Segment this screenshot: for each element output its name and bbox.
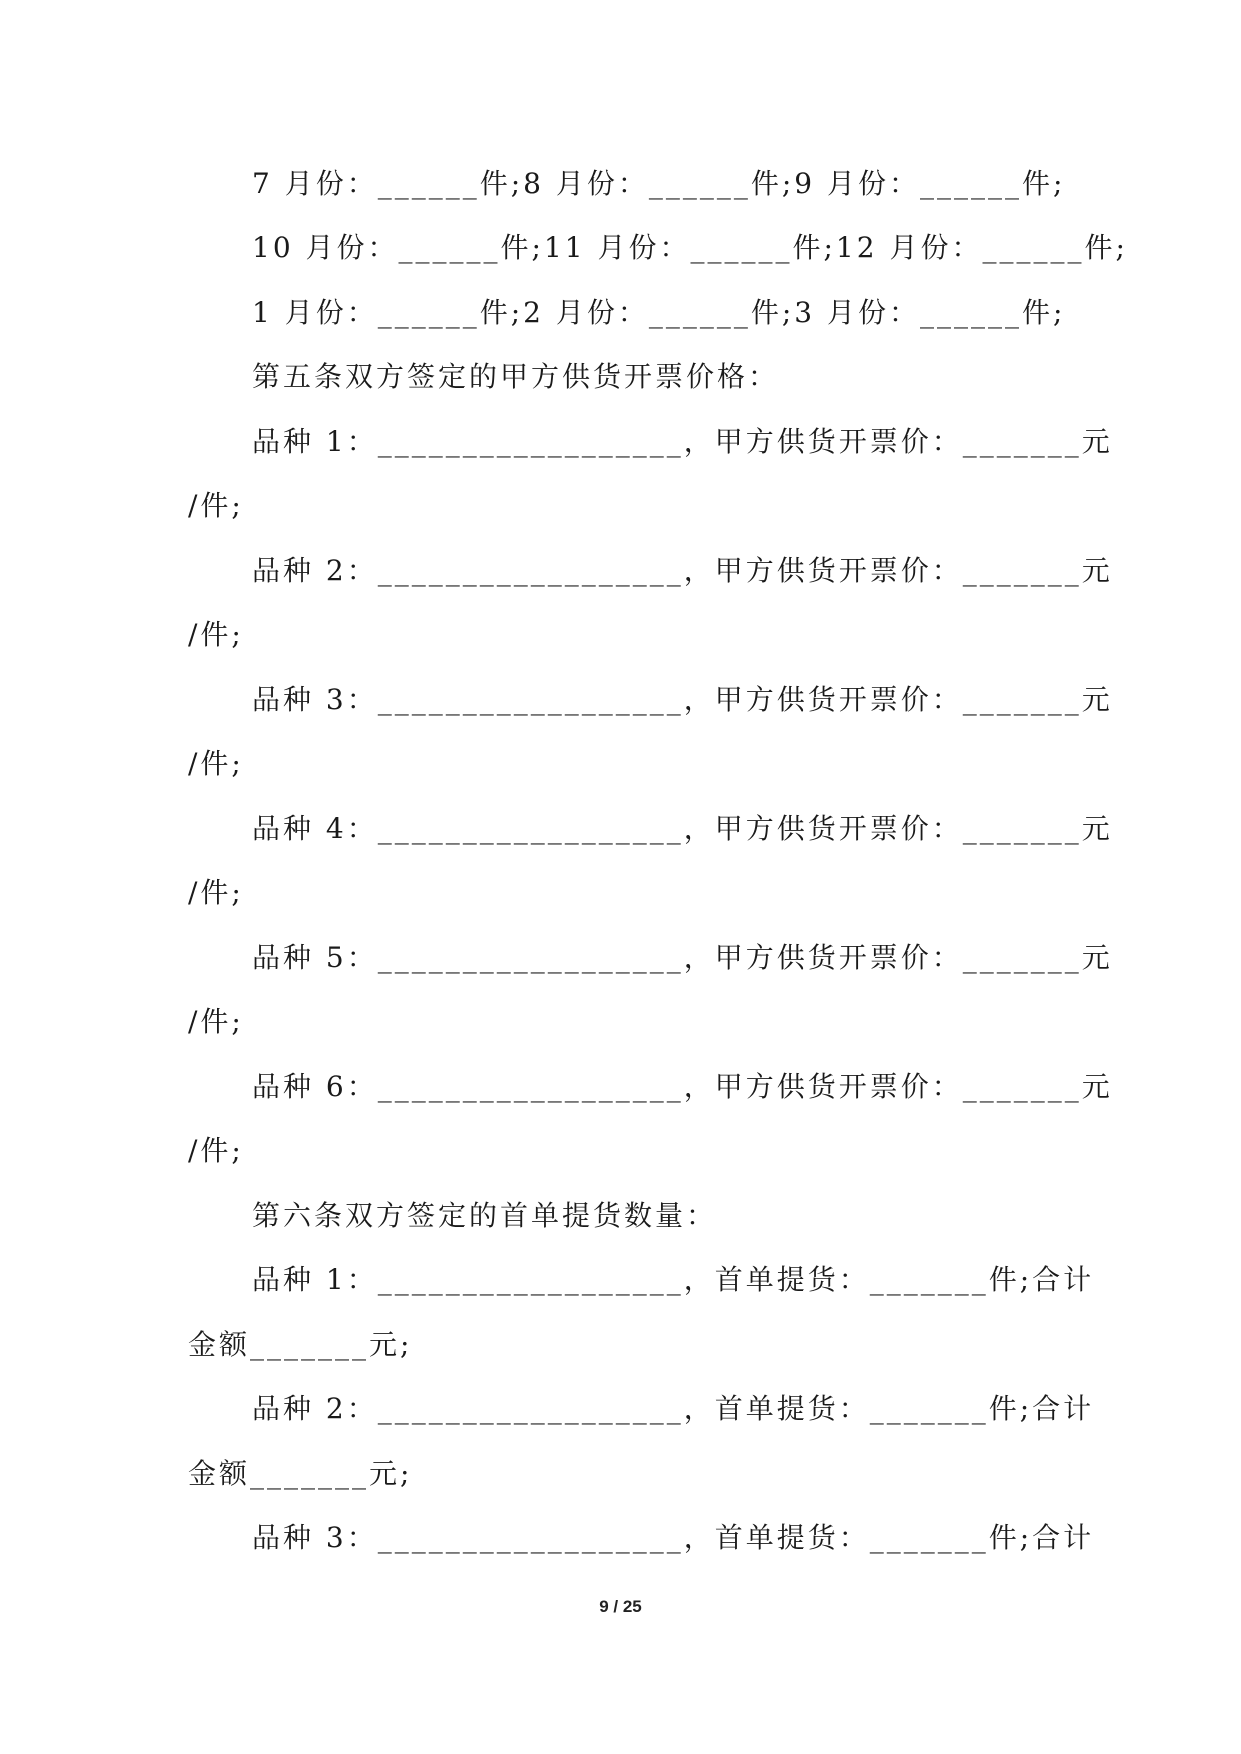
article-5-heading: 第五条双方签定的甲方供货开票价格：	[252, 360, 780, 393]
first-order-item-1: 品种 1：__________________，首单提货：_______件;合计	[252, 1263, 1095, 1296]
price-item-4: 品种 4：__________________，甲方供货开票价：_______元	[252, 812, 1113, 845]
price-item-3-unit: /件;	[188, 747, 244, 780]
price-item-1: 品种 1：__________________，甲方供货开票价：_______元	[252, 425, 1113, 458]
price-item-3: 品种 3：__________________，甲方供货开票价：_______元	[252, 683, 1113, 716]
price-item-5-unit: /件;	[188, 1005, 244, 1038]
price-item-4-unit: /件;	[188, 876, 244, 909]
price-item-5: 品种 5：__________________，甲方供货开票价：_______元	[252, 941, 1113, 974]
page-number: 9 / 25	[599, 1597, 642, 1616]
first-order-item-2: 品种 2：__________________，首单提货：_______件;合计	[252, 1392, 1095, 1425]
price-item-2: 品种 2：__________________，甲方供货开票价：_______元	[252, 554, 1113, 587]
price-item-6-unit: /件;	[188, 1134, 244, 1167]
first-order-item-3: 品种 3：__________________，首单提货：_______件;合计	[252, 1521, 1095, 1554]
price-item-1-unit: /件;	[188, 489, 244, 522]
monthly-quantity-line-jan-mar: 1 月份：______件;2 月份：______件;3 月份：______件;	[252, 296, 1066, 329]
price-item-2-unit: /件;	[188, 618, 244, 651]
monthly-quantity-line-oct-dec: 10 月份：______件;11 月份：______件;12 月份：______件;	[252, 231, 1128, 264]
price-item-6: 品种 6：__________________，甲方供货开票价：_______元	[252, 1070, 1113, 1103]
first-order-item-1-amount: 金额_______元;	[188, 1328, 413, 1361]
article-6-heading: 第六条双方签定的首单提货数量：	[252, 1199, 718, 1232]
monthly-quantity-line-jul-sep: 7 月份：______件;8 月份：______件;9 月份：______件;	[252, 167, 1066, 200]
first-order-item-2-amount: 金额_______元;	[188, 1457, 413, 1490]
